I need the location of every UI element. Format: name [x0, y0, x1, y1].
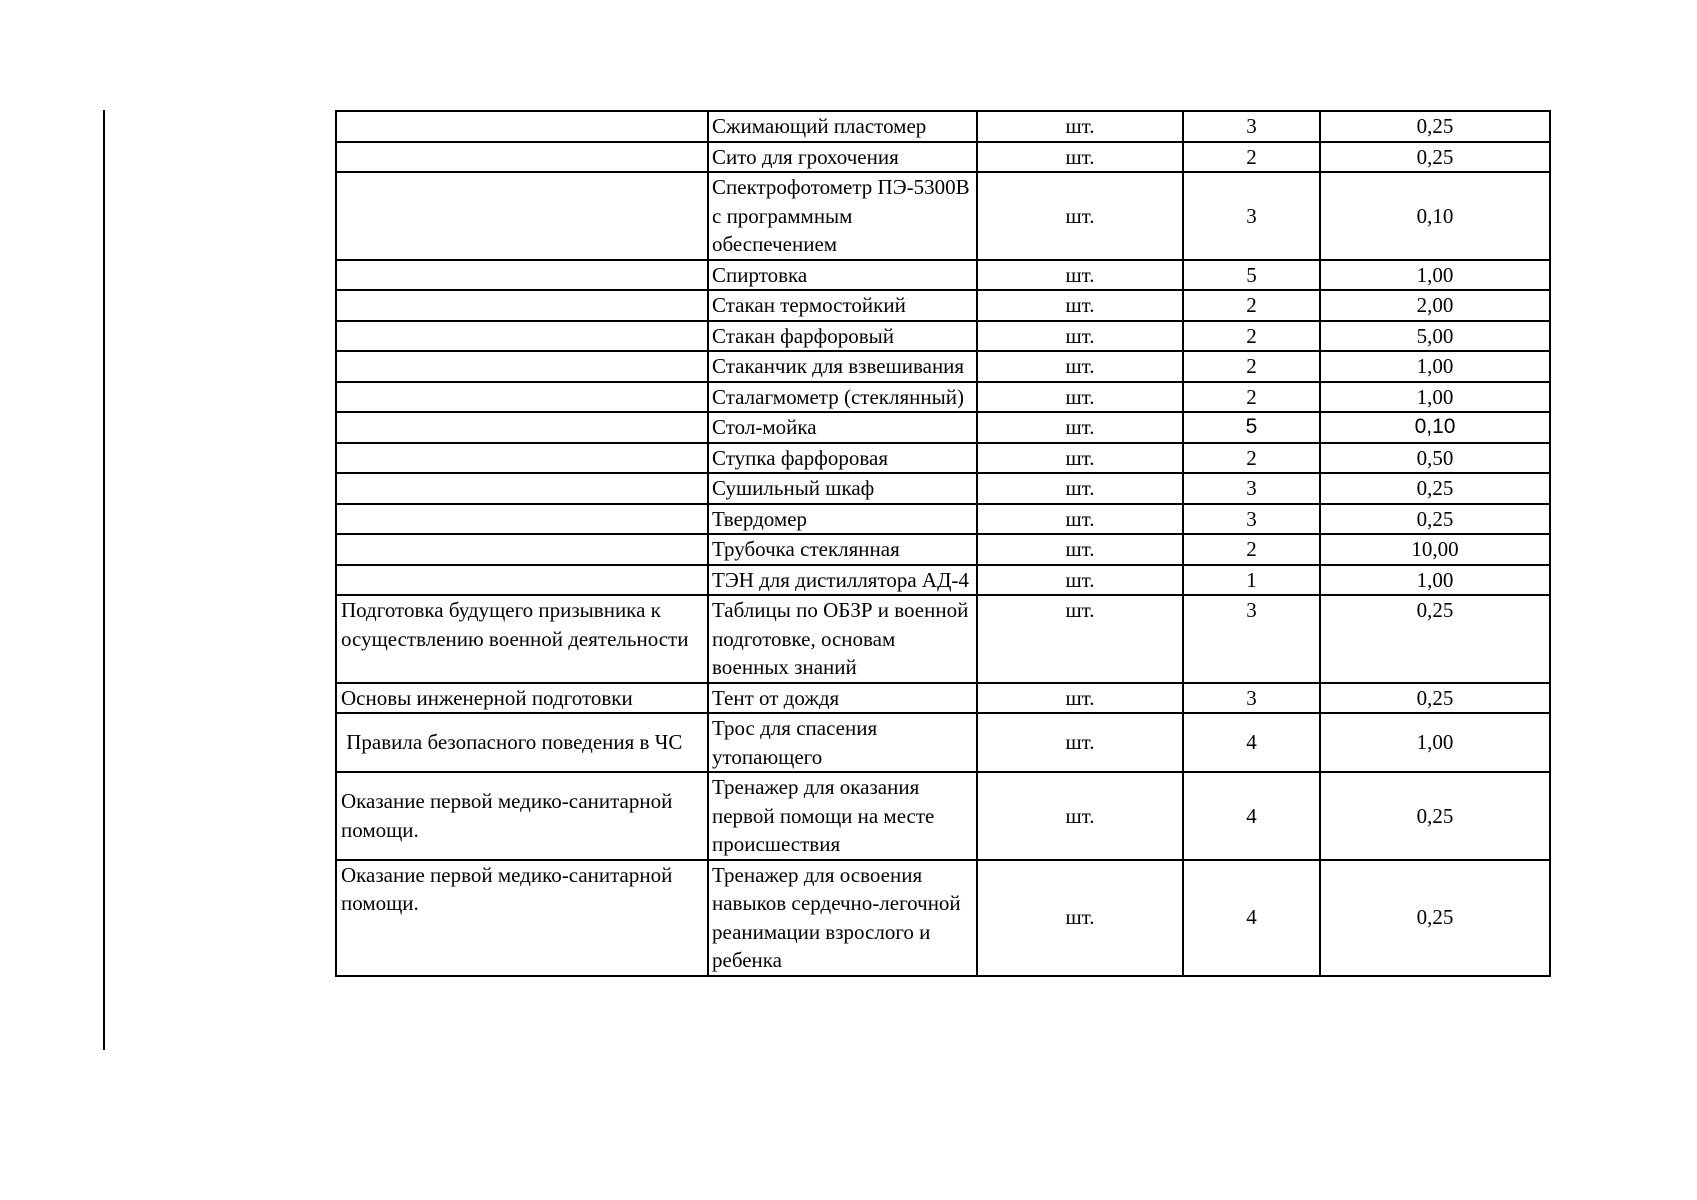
table-row [336, 443, 1550, 474]
table-row [336, 504, 1550, 535]
quantity-cell: 3 [1183, 172, 1320, 260]
unit-cell: шт. [977, 111, 1183, 142]
topic-cell [336, 321, 708, 352]
coefficient-cell: 1,00 [1320, 260, 1550, 291]
quantity-cell: 2 [1183, 534, 1320, 565]
coefficient-cell: 1,00 [1320, 713, 1550, 772]
coefficient-cell: 0,25 [1320, 473, 1550, 504]
quantity-cell: 2 [1183, 351, 1320, 382]
topic-cell [336, 473, 708, 504]
coefficient-cell: 0,10 [1320, 172, 1550, 260]
unit-cell: шт. [977, 534, 1183, 565]
table-row [336, 382, 1550, 413]
table-row [336, 142, 1550, 173]
quantity-cell: 3 [1183, 504, 1320, 535]
topic-cell: Основы инженерной подготовки [336, 683, 708, 714]
table-row [336, 595, 1550, 683]
table-row [336, 772, 1550, 860]
coefficient-cell: 0,25 [1320, 111, 1550, 142]
table-row [336, 565, 1550, 596]
item-name-cell: Трос для спасения утопающего [708, 713, 977, 772]
quantity-cell: 4 [1183, 772, 1320, 860]
unit-cell: шт. [977, 860, 1183, 976]
item-name-cell: Тренажер для оказания первой помощи на месте происшествия [708, 772, 977, 860]
topic-cell [336, 443, 708, 474]
coefficient-cell: 2,00 [1320, 290, 1550, 321]
quantity-cell: 2 [1183, 142, 1320, 173]
item-name-cell: Стакан фарфоровый [708, 321, 977, 352]
topic-cell [336, 290, 708, 321]
quantity-cell: 5 [1183, 260, 1320, 291]
topic-cell [336, 565, 708, 596]
topic-cell: Оказание первой медико-санитарной помощи. [336, 860, 708, 976]
table-row [336, 351, 1550, 382]
unit-cell: шт. [977, 713, 1183, 772]
topic-cell [336, 111, 708, 142]
unit-cell: шт. [977, 351, 1183, 382]
table-row [336, 412, 1550, 443]
quantity-cell: 2 [1183, 290, 1320, 321]
item-name-cell: Спектрофотометр ПЭ-5300В с программным обеспечением [708, 172, 977, 260]
quantity-cell: 3 [1183, 473, 1320, 504]
item-name-cell: Стол-мойка [708, 412, 977, 443]
quantity-cell: 3 [1183, 683, 1320, 714]
table-row [336, 111, 1550, 142]
item-name-cell: Стаканчик для взвешивания [708, 351, 977, 382]
unit-cell: шт. [977, 290, 1183, 321]
coefficient-cell: 1,00 [1320, 351, 1550, 382]
quantity-cell: 2 [1183, 382, 1320, 413]
quantity-cell: 5 [1183, 412, 1320, 443]
unit-cell: шт. [977, 683, 1183, 714]
coefficient-cell: 0,10 [1320, 412, 1550, 443]
equipment-table [335, 110, 1551, 977]
item-name-cell: Тренажер для освоения навыков сердечно-легочной реанимации взрослого и ребенка [708, 860, 977, 976]
coefficient-cell: 5,00 [1320, 321, 1550, 352]
item-name-cell: Сталагмометр (стеклянный) [708, 382, 977, 413]
topic-cell: Оказание первой медико-санитарной помощи. [336, 772, 708, 860]
coefficient-cell: 0,25 [1320, 683, 1550, 714]
table-row [336, 683, 1550, 714]
coefficient-cell: 1,00 [1320, 565, 1550, 596]
topic-cell: Подготовка будущего призывника к осуществлению военной деятельности [336, 595, 708, 683]
coefficient-cell: 0,50 [1320, 443, 1550, 474]
quantity-cell: 3 [1183, 595, 1320, 683]
item-name-cell: Ступка фарфоровая [708, 443, 977, 474]
coefficient-cell: 0,25 [1320, 595, 1550, 683]
table-row [336, 860, 1550, 976]
item-name-cell: Трубочка стеклянная [708, 534, 977, 565]
unit-cell: шт. [977, 565, 1183, 596]
table-row [336, 713, 1550, 772]
item-name-cell: Сушильный шкаф [708, 473, 977, 504]
coefficient-cell: 0,25 [1320, 860, 1550, 976]
table-row [336, 290, 1550, 321]
item-name-cell: Стакан термостойкий [708, 290, 977, 321]
unit-cell: шт. [977, 772, 1183, 860]
item-name-cell: Спиртовка [708, 260, 977, 291]
quantity-cell: 4 [1183, 860, 1320, 976]
unit-cell: шт. [977, 382, 1183, 413]
topic-cell [336, 351, 708, 382]
item-name-cell: ТЭН для дистиллятора АД-4 [708, 565, 977, 596]
quantity-cell: 2 [1183, 321, 1320, 352]
item-name-cell: Твердомер [708, 504, 977, 535]
coefficient-cell: 0,25 [1320, 504, 1550, 535]
item-name-cell: Тент от дождя [708, 683, 977, 714]
unit-cell: шт. [977, 260, 1183, 291]
coefficient-cell: 10,00 [1320, 534, 1550, 565]
coefficient-cell: 0,25 [1320, 142, 1550, 173]
unit-cell: шт. [977, 172, 1183, 260]
topic-cell: Правила безопасного поведения в ЧС [336, 713, 708, 772]
item-name-cell: Сжимающий пластомер [708, 111, 977, 142]
item-name-cell: Сито для грохочения [708, 142, 977, 173]
quantity-cell: 1 [1183, 565, 1320, 596]
table-row [336, 260, 1550, 291]
unit-cell: шт. [977, 321, 1183, 352]
unit-cell: шт. [977, 504, 1183, 535]
table-row [336, 321, 1550, 352]
unit-cell: шт. [977, 142, 1183, 173]
unit-cell: шт. [977, 473, 1183, 504]
topic-cell [336, 260, 708, 291]
table-row [336, 172, 1550, 260]
topic-cell [336, 172, 708, 260]
table-row [336, 473, 1550, 504]
topic-cell [336, 412, 708, 443]
unit-cell: шт. [977, 443, 1183, 474]
unit-cell: шт. [977, 595, 1183, 683]
quantity-cell: 2 [1183, 443, 1320, 474]
quantity-cell: 3 [1183, 111, 1320, 142]
item-name-cell: Таблицы по ОБЗР и военной подготовке, основам военных знаний [708, 595, 977, 683]
topic-cell [336, 504, 708, 535]
margin-rule [103, 110, 105, 1050]
table-row [336, 534, 1550, 565]
topic-cell [336, 382, 708, 413]
unit-cell: шт. [977, 412, 1183, 443]
coefficient-cell: 1,00 [1320, 382, 1550, 413]
topic-cell [336, 534, 708, 565]
quantity-cell: 4 [1183, 713, 1320, 772]
topic-cell [336, 142, 708, 173]
coefficient-cell: 0,25 [1320, 772, 1550, 860]
